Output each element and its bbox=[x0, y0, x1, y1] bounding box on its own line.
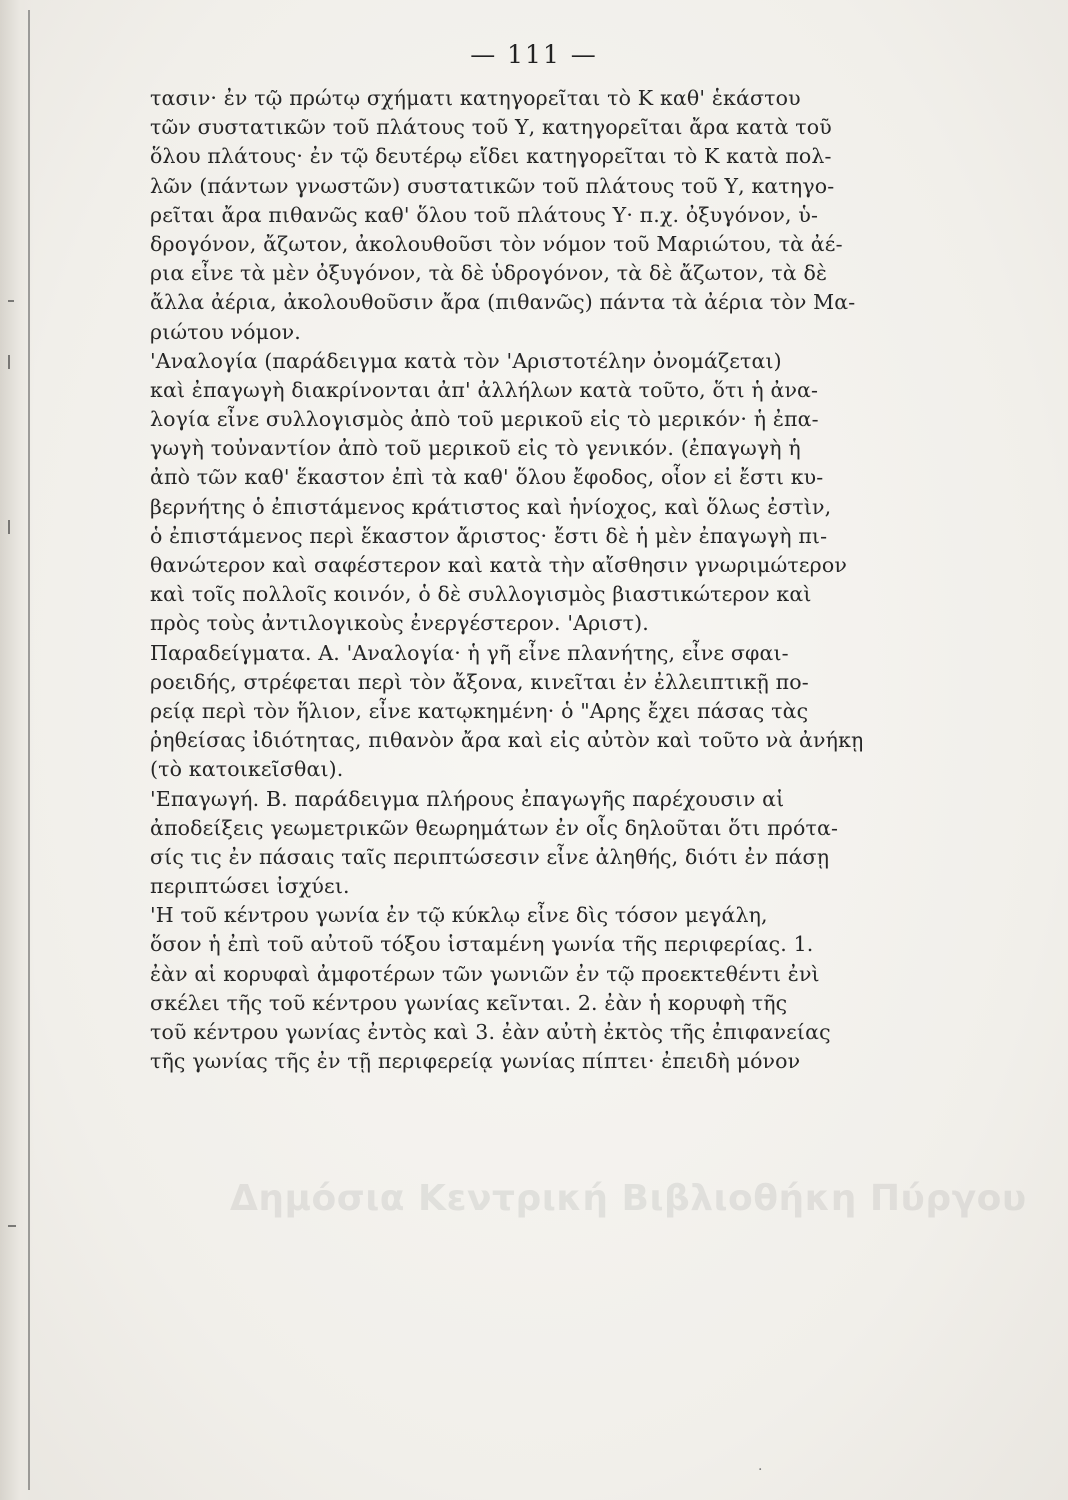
text-line: βερνήτης ὁ ἐπιστάμενος κράτιστος καὶ ἡνίοχος, καὶ ὅλως ἐστὶν, bbox=[150, 494, 832, 519]
text-line: ὅσον ἡ ἐπὶ τοῦ αὐτοῦ τόξου ἱσταμένη γωνία τῆς περιφερίας. 1. bbox=[150, 932, 814, 957]
text-line: δρογόνον, ἄζωτον, ἀκολουθοῦσι τὸν νόμον τοῦ Μαριώτου, τὰ ἀέ- bbox=[150, 231, 843, 256]
text-line: καὶ ἐπαγωγὴ διακρίνονται ἀπ' ἀλλήλων κατὰ τοῦτο, ὅτι ἡ ἀνα- bbox=[150, 377, 819, 402]
margin-mark bbox=[8, 520, 10, 534]
text-line: σκέλει τῆς τοῦ κέντρου γωνίας κεῖνται. 2. ἐὰν ἡ κορυφὴ τῆς bbox=[150, 990, 788, 1015]
text-line: ῥηθείσας ἰδιότητας, πιθανὸν ἄρα καὶ εἰς αὐτὸν καὶ τοῦτο νὰ ἀνήκῃ bbox=[150, 728, 864, 753]
text-line: ρια εἶνε τὰ μὲν ὀξυγόνον, τὰ δὲ ὑδρογόνον, τὰ δὲ ἄζωτον, τὰ δὲ bbox=[150, 261, 828, 286]
margin-mark bbox=[8, 1225, 16, 1227]
text-line: τῆς γωνίας τῆς ἐν τῇ περιφερείᾳ γωνίας πίπτει· ἐπειδὴ μόνον bbox=[150, 1049, 801, 1074]
text-line: ριώτου νόμον. bbox=[150, 319, 301, 344]
margin-mark bbox=[8, 300, 14, 302]
text-line: ὅλου πλάτους· ἐν τῷ δευτέρῳ εἴδει κατηγορεῖται τὸ Κ κατὰ πολ- bbox=[150, 144, 832, 169]
text-line: ροειδής, στρέφεται περὶ τὸν ἄξονα, κινεῖται ἐν ἐλλειπτικῇ πο- bbox=[150, 669, 809, 694]
text-line: ρείᾳ περὶ τὸν ἥλιον, εἶνε κατῳκημένη· ὁ "Αρης ἔχει πάσας τὰς bbox=[150, 698, 809, 723]
text-line: καὶ τοῖς πολλοῖς κοινόν, ὁ δὲ συλλογισμὸς βιαστικώτερον καὶ bbox=[150, 582, 812, 607]
library-watermark: Δημόσια Κεντρική Βιβλιοθήκη Πύργου bbox=[230, 1178, 1027, 1219]
text-line: λογία εἶνε συλλογισμὸς ἀπὸ τοῦ μερικοῦ εἰς τὸ μερικόν· ἡ ἐπα- bbox=[150, 407, 819, 432]
text-line: τῶν συστατικῶν τοῦ πλάτους τοῦ Υ, κατηγορεῖται ἄρα κατὰ τοῦ bbox=[150, 115, 832, 140]
text-line: 'Επαγωγή. Β. παράδειγμα πλήρους ἐπαγωγῆς παρέχουσιν αἱ bbox=[150, 786, 785, 811]
margin-mark bbox=[8, 355, 10, 369]
footer-mark: · bbox=[758, 1462, 763, 1478]
text-line: τοῦ κέντρου γωνίας ἐντὸς καὶ 3. ἐὰν αὐτὴ ἐκτὸς τῆς ἐπιφανείας bbox=[150, 1020, 831, 1044]
text-line: ἀπὸ τῶν καθ' ἕκαστον ἐπὶ τὰ καθ' ὅλου ἔφοδος, οἷον εἰ ἔστι κυ- bbox=[150, 465, 824, 490]
text-line: περιπτώσει ἰσχύει. bbox=[150, 874, 350, 899]
text-line: (τὸ κατοικεῖσθαι). bbox=[150, 757, 344, 782]
text-line: λῶν (πάντων γνωστῶν) συστατικῶν τοῦ πλάτους τοῦ Υ, κατηγο- bbox=[150, 173, 835, 198]
text-line: 'Η τοῦ κέντρου γωνία ἐν τῷ κύκλῳ εἶνε δὶς τόσον μεγάλη, bbox=[150, 903, 768, 928]
text-line: πρὸς τοὺς ἀντιλογικοὺς ἐνεργέστερον. 'Αριστ). bbox=[150, 611, 649, 636]
text-line: θανώτερον καὶ σαφέστερον καὶ κατὰ τὴν αἴσθησιν γνωριμώτερον bbox=[150, 553, 847, 577]
text-line: ρεῖται ἄρα πιθανῶς καθ' ὅλου τοῦ πλάτους Υ· π.χ. ὀξυγόνον, ὑ- bbox=[150, 202, 819, 227]
text-line: 'Αναλογία (παράδειγμα κατὰ τὸν 'Αριστοτέλην ὀνομάζεται) bbox=[150, 348, 782, 373]
body-text bbox=[150, 84, 940, 1076]
text-line: ἐὰν αἱ κορυφαὶ ἀμφοτέρων τῶν γωνιῶν ἐν τῷ προεκτεθέντι ἐνὶ bbox=[150, 961, 820, 986]
text-line: γωγὴ τοὐναντίον ἀπὸ τοῦ μερικοῦ εἰς τὸ γενικόν. (ἐπαγωγὴ ἡ bbox=[150, 436, 801, 461]
page-number: — 111 — bbox=[470, 40, 598, 69]
binding-edge-line bbox=[28, 10, 30, 1490]
text-line: ἀποδείξεις γεωμετρικῶν θεωρημάτων ἐν οἷς δηλοῦται ὅτι πρότα- bbox=[150, 815, 839, 840]
text-line: τασιν· ἐν τῷ πρώτῳ σχήματι κατηγορεῖται τὸ Κ καθ' ἑκάστου bbox=[150, 86, 801, 110]
text-line: ὁ ἐπιστάμενος περὶ ἕκαστον ἄριστος· ἔστι δὲ ἡ μὲν ἐπαγωγὴ πι- bbox=[150, 523, 828, 548]
text-line: σίς τις ἐν πάσαις ταῖς περιπτώσεσιν εἶνε ἀληθής, διότι ἐν πάσῃ bbox=[150, 844, 830, 869]
text-line: Παραδείγματα. Α. 'Αναλογία· ἡ γῆ εἶνε πλανήτης, εἶνε σφαι- bbox=[150, 640, 789, 665]
text-line: ἄλλα ἀέρια, ἀκολουθοῦσιν ἄρα (πιθανῶς) πάντα τὰ ἀέρια τὸν Μα- bbox=[150, 290, 856, 315]
